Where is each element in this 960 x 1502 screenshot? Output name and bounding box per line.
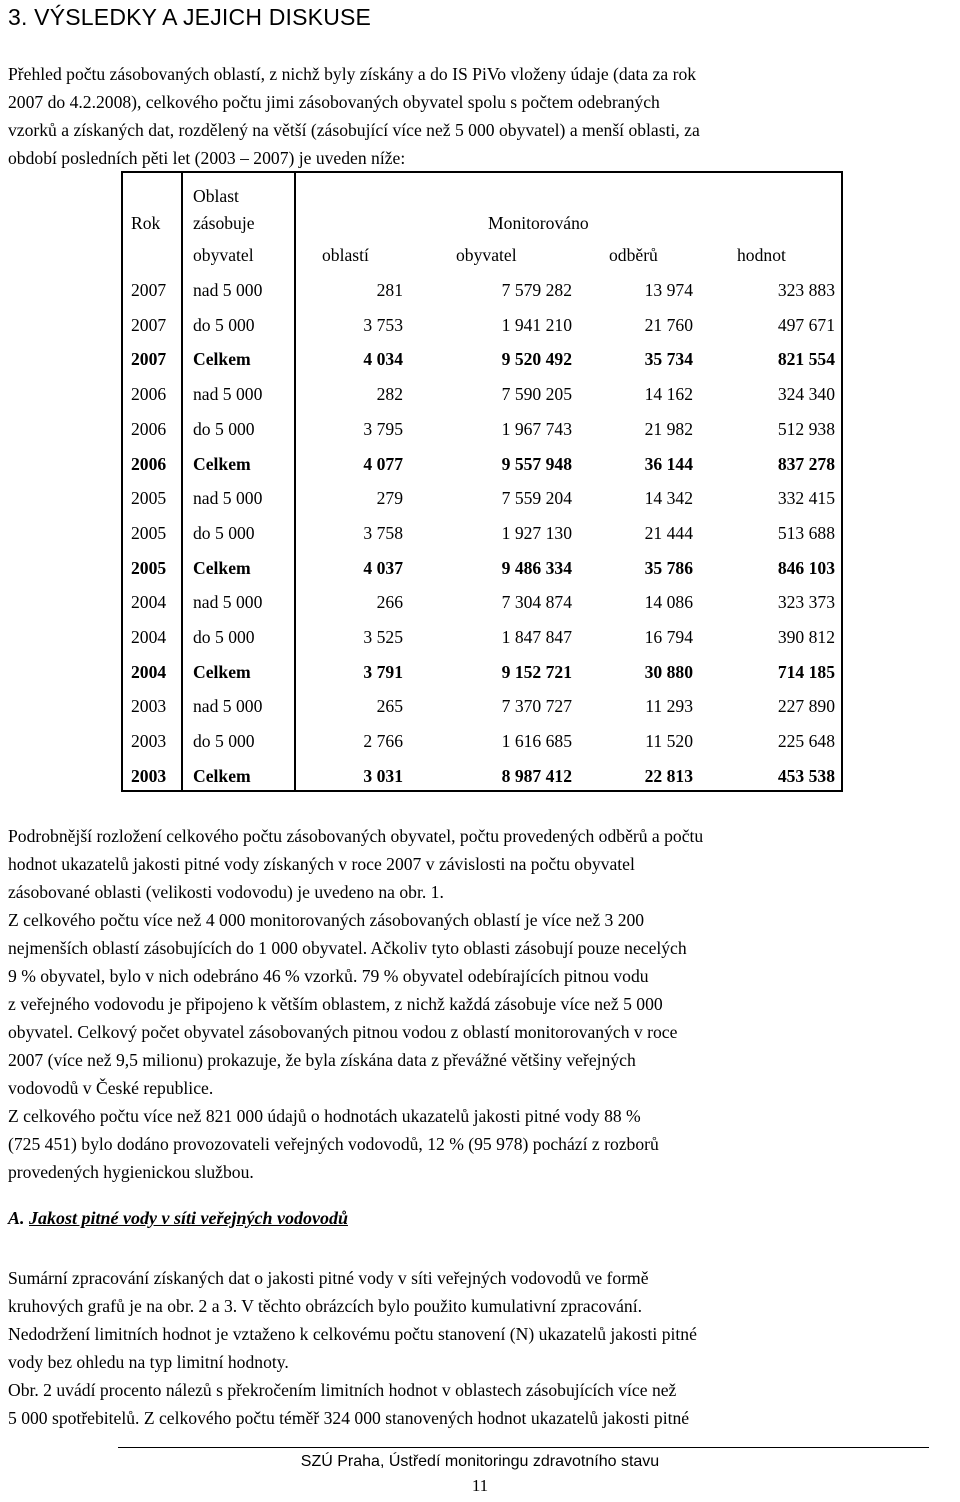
table-row (123, 485, 841, 520)
row-obyvatel: 9 557 948 (501, 453, 572, 474)
row-category: Celkem (193, 349, 251, 370)
row-oblasti: 3 525 (363, 627, 403, 647)
text-line: vody bez ohledu na typ limitní hodnoty. (8, 1352, 289, 1372)
row-obyvatel: 1 967 743 (501, 418, 572, 439)
table-row (123, 346, 841, 381)
row-obyvatel: 7 590 205 (501, 384, 572, 405)
row-odberu: 14 162 (644, 384, 693, 405)
results-paragraph (8, 822, 958, 1186)
row-category: do 5 000 (193, 314, 255, 335)
row-odberu: 14 086 (644, 592, 693, 613)
row-obyvatel: 9 520 492 (501, 349, 572, 370)
table-row (123, 312, 841, 347)
row-oblasti: 4 034 (363, 349, 403, 370)
row-oblasti: 3 795 (363, 418, 403, 439)
text-line: kruhových grafů je na obr. 2 a 3. V těchto obrázcích bylo použito kumulativní zpracování. (8, 1296, 643, 1316)
row-obyvatel: 9 152 721 (501, 661, 572, 682)
text-line: (725 451) bylo dodáno provozovateli veřejných vodovodů, 12 % (95 978) pochází z rozborů (8, 1134, 659, 1154)
table-row (123, 277, 841, 312)
table-row (123, 520, 841, 555)
row-year: 2005 (131, 488, 167, 509)
header-zasobuje: zásobuje (193, 213, 255, 233)
text-line: 9 % obyvatel, bylo v nich odebráno 46 % vzorků. 79 % obyvatel odebírajících pitnou vodu (8, 966, 649, 986)
row-obyvatel: 1 847 847 (501, 627, 572, 647)
text-line: Sumární zpracování získaných dat o jakosti pitné vody v síti veřejných vodovodů ve formě (8, 1268, 649, 1288)
table-row (123, 728, 841, 763)
text-line: Z celkového počtu více než 4 000 monitorovaných zásobovaných oblastí je více než 3 200 (8, 910, 645, 930)
text-line: Nedodržení limitních hodnot je vztaženo k celkovému počtu stanovení (N) ukazatelů jakosti pitné (8, 1324, 697, 1344)
table-row (123, 693, 841, 728)
row-obyvatel: 7 370 727 (501, 696, 572, 717)
row-year: 2003 (131, 731, 167, 752)
section-a-heading (8, 1208, 348, 1229)
row-odberu: 30 880 (644, 661, 693, 682)
row-obyvatel: 7 304 874 (501, 592, 572, 613)
text-line: Obr. 2 uvádí procento nálezů s překročením limitních hodnot v oblastech zásobujících více než (8, 1380, 677, 1400)
row-odberu: 21 444 (644, 522, 693, 543)
row-oblasti: 3 753 (363, 314, 403, 335)
intro-paragraph (8, 60, 958, 172)
row-hodnot: 324 340 (777, 384, 835, 405)
row-oblasti: 279 (376, 488, 403, 509)
table-row (123, 659, 841, 694)
row-oblasti: 265 (376, 696, 403, 717)
row-hodnot: 821 554 (777, 349, 835, 370)
page-number: 11 (471, 1476, 489, 1495)
row-year: 2005 (131, 522, 167, 543)
text-line: Podrobnější rozložení celkového počtu zásobovaných obyvatel, počtu provedených odběrů a počtu (8, 826, 704, 846)
row-obyvatel: 7 579 282 (501, 280, 572, 300)
row-hodnot: 453 538 (777, 765, 835, 786)
row-odberu: 35 734 (644, 349, 693, 370)
subheader-oblasti: oblastí (322, 245, 369, 265)
text-line: obyvatel. Celkový počet obyvatel zásobovaných pitnou vodou z oblastí monitorovaných v roce (8, 1022, 678, 1042)
text-line: 2007 (více než 9,5 milionu) prokazuje, že byla získána data z převážné většiny veřejných (8, 1050, 636, 1070)
text-line: 2007 do 4.2.2008), celkového počtu jimi zásobovaných obyvatel spolu s počtem odebraných (8, 92, 660, 112)
row-obyvatel: 7 559 204 (501, 488, 572, 509)
row-obyvatel: 9 486 334 (501, 557, 572, 578)
text-line: nejmenších oblastí zásobujících do 1 000 obyvatel. Ačkoliv tyto oblasti zásobují pouze necelých (8, 938, 687, 958)
row-year: 2004 (131, 592, 167, 613)
row-year: 2006 (131, 384, 167, 405)
row-category: do 5 000 (193, 418, 255, 439)
row-category: nad 5 000 (193, 696, 263, 717)
row-oblasti: 4 037 (363, 557, 403, 578)
row-category: Celkem (193, 765, 251, 786)
table-row (123, 763, 841, 798)
row-category: nad 5 000 (193, 592, 263, 613)
row-category: do 5 000 (193, 522, 255, 543)
row-oblasti: 281 (376, 280, 403, 300)
row-hodnot: 512 938 (777, 418, 835, 439)
row-category: nad 5 000 (193, 384, 263, 405)
row-category: Celkem (193, 453, 251, 474)
text-line: období posledních pěti let (2003 – 2007) je uveden níže: (8, 148, 406, 168)
row-category: nad 5 000 (193, 488, 263, 509)
row-category: nad 5 000 (193, 280, 263, 300)
row-odberu: 14 342 (644, 488, 693, 509)
row-hodnot: 513 688 (777, 522, 835, 543)
table-row (123, 381, 841, 416)
row-hodnot: 837 278 (777, 453, 835, 474)
row-year: 2006 (131, 453, 167, 474)
section-a-prefix: A. (8, 1208, 30, 1228)
row-odberu: 35 786 (644, 557, 693, 578)
row-year: 2003 (131, 696, 167, 717)
row-obyvatel: 1 616 685 (501, 731, 572, 752)
row-category: Celkem (193, 557, 251, 578)
row-hodnot: 497 671 (777, 314, 835, 335)
row-odberu: 11 293 (645, 696, 693, 717)
subheader-obyvatel: obyvatel (193, 245, 254, 265)
text-line: z veřejného vodovodu je připojeno k větším oblastem, z nichž každá zásobuje více než 5 000 (8, 994, 663, 1014)
header-rok: Rok (131, 213, 161, 233)
footer-rule (118, 1447, 929, 1448)
row-year: 2006 (131, 418, 167, 439)
row-hodnot: 332 415 (777, 488, 835, 509)
table-row (123, 555, 841, 590)
row-hodnot: 227 890 (777, 696, 835, 717)
text-line: Z celkového počtu více než 821 000 údajů o hodnotách ukazatelů jakosti pitné vody 88 % (8, 1106, 641, 1126)
row-oblasti: 3 758 (363, 522, 403, 543)
text-line: hodnot ukazatelů jakosti pitné vody získaných v roce 2007 v závislosti na počtu obyvatel (8, 854, 635, 874)
row-odberu: 21 760 (644, 314, 693, 335)
row-oblasti: 4 077 (363, 453, 403, 474)
subheader-obyvatel-monitored: obyvatel (456, 245, 517, 265)
row-year: 2004 (131, 627, 167, 647)
subheader-odberu: odběrů (609, 245, 658, 265)
table-row (123, 451, 841, 486)
text-line: Přehled počtu zásobovaných oblastí, z nichž byly získány a do IS PiVo vloženy údaje (data za rok (8, 64, 697, 84)
row-odberu: 22 813 (644, 765, 693, 786)
row-odberu: 21 982 (644, 418, 693, 439)
row-oblasti: 3 791 (363, 661, 403, 682)
row-oblasti: 3 031 (363, 765, 403, 786)
row-odberu: 36 144 (644, 453, 693, 474)
row-odberu: 11 520 (645, 731, 693, 752)
row-hodnot: 714 185 (777, 661, 835, 682)
text-line: provedených hygienickou službou. (8, 1162, 254, 1182)
header-oblast: Oblast (193, 186, 239, 206)
table-row (123, 624, 841, 659)
row-year: 2007 (131, 280, 167, 300)
header-subrow (123, 242, 841, 277)
text-line: vzorků a získaných dat, rozdělený na větší (zásobující více než 5 000 obyvatel) a menší oblasti, za (8, 120, 700, 140)
row-category: do 5 000 (193, 731, 255, 752)
row-obyvatel: 1 927 130 (501, 522, 572, 543)
text-line: zásobované oblasti (velikosti vodovodu) je uvedeno na obr. 1. (8, 882, 444, 902)
row-odberu: 16 794 (644, 627, 693, 647)
header-monitorovano: Monitorováno (488, 213, 589, 233)
text-line: 5 000 spotřebitelů. Z celkového počtu téměř 324 000 stanovených hodnot ukazatelů jakosti pitné (8, 1408, 690, 1428)
footer-institution: SZÚ Praha, Ústředí monitoringu zdravotního stavu (300, 1453, 660, 1470)
row-oblasti: 2 766 (363, 731, 403, 752)
text-line: vodovodů v České republice. (8, 1078, 214, 1098)
row-year: 2007 (131, 349, 167, 370)
row-obyvatel: 8 987 412 (501, 765, 572, 786)
row-category: do 5 000 (193, 627, 255, 647)
row-year: 2007 (131, 314, 167, 335)
row-year: 2003 (131, 765, 167, 786)
row-hodnot: 390 812 (777, 627, 835, 647)
row-oblasti: 266 (376, 592, 403, 613)
row-year: 2005 (131, 557, 167, 578)
table-row (123, 589, 841, 624)
row-oblasti: 282 (376, 384, 403, 405)
row-odberu: 13 974 (644, 280, 693, 300)
section-a-title: Jakost pitné vody v síti veřejných vodovodů (29, 1208, 348, 1228)
row-hodnot: 323 883 (777, 280, 835, 300)
row-hodnot: 846 103 (777, 557, 835, 578)
row-obyvatel: 1 941 210 (501, 314, 572, 335)
row-hodnot: 225 648 (777, 731, 835, 752)
monitoring-table (121, 171, 843, 792)
section-a-paragraph (8, 1264, 958, 1432)
table-row (123, 416, 841, 451)
row-year: 2004 (131, 661, 167, 682)
row-category: Celkem (193, 661, 251, 682)
subheader-hodnot: hodnot (737, 245, 786, 265)
row-hodnot: 323 373 (777, 592, 835, 613)
section-heading: 3. VÝSLEDKY A JEJICH DISKUSE (8, 4, 372, 30)
